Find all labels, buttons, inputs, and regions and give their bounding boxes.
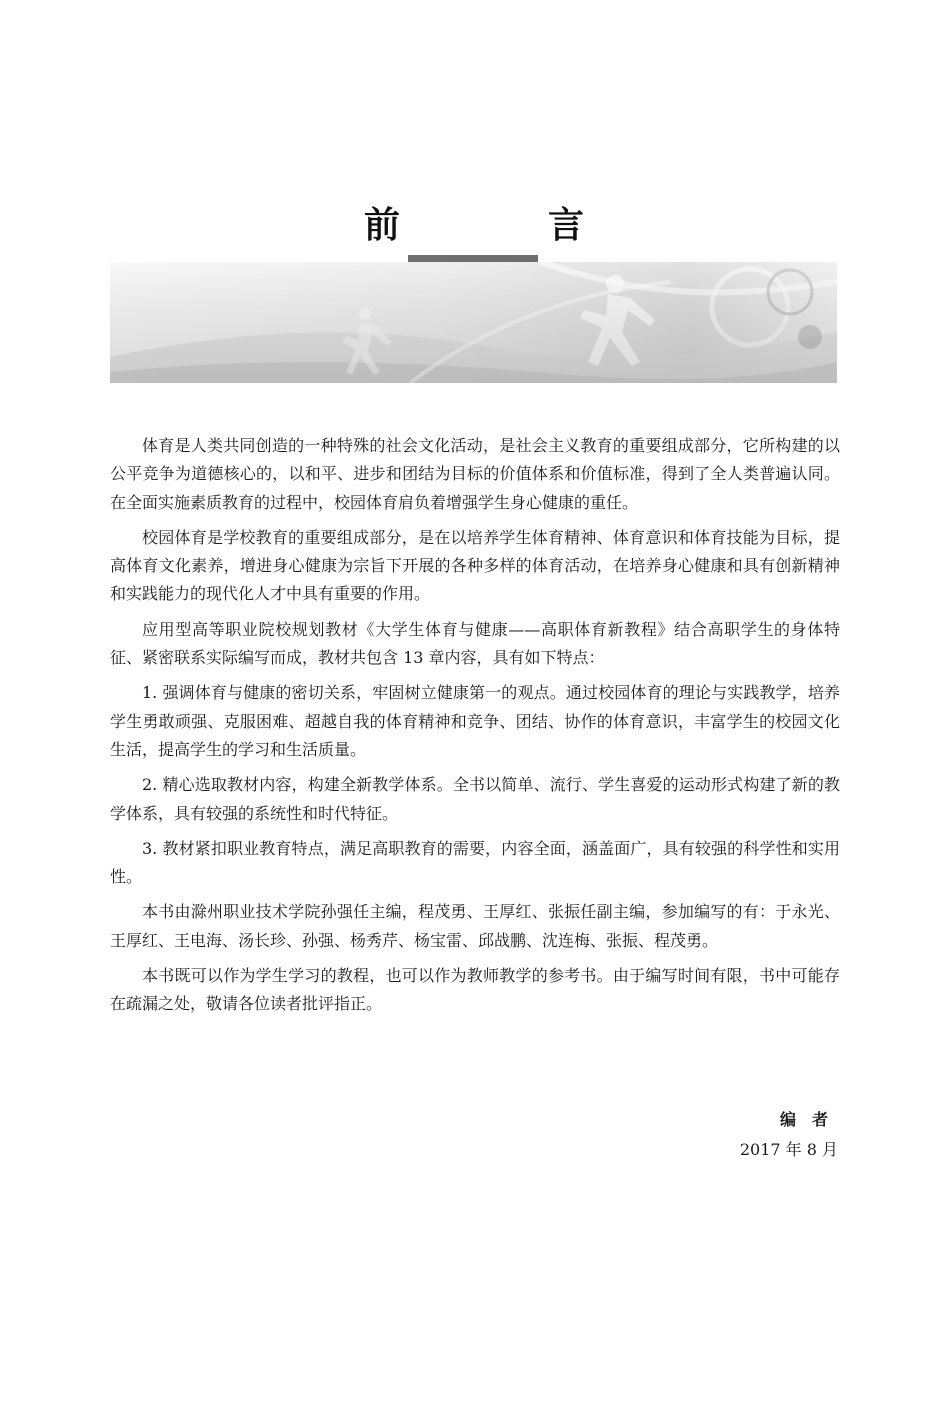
signature-block bbox=[739, 1105, 844, 1165]
paragraph: 本书由滁州职业技术学院孙强任主编，程茂勇、王厚红、张振任副主编，参加编写的有：于永光、王厚红、王电海、汤长珍、孙强、杨秀芹、杨宝雷、邱战鹏、沈连梅、张振、程茂勇。 bbox=[110, 902, 840, 950]
paragraph: 2. 精心选取教材内容，构建全新教学体系。全书以简单、流行、学生喜爱的运动形式构建了新的教学体系，具有较强的系统性和时代特征。 bbox=[110, 775, 840, 823]
decorative-banner bbox=[110, 262, 837, 383]
paragraph: 本书既可以作为学生学习的教程，也可以作为教师教学的参考书。由于编写时间有限，书中可能存在疏漏之处，敬请各位读者批评指正。 bbox=[110, 966, 840, 1014]
paragraph: 校园体育是学校教育的重要组成部分，是在以培养学生体育精神、体育意识和体育技能为目标，提高体育文化素养，增进身心健康为宗旨下开展的各种多样的体育活动，在培养身心健康和具有创新精神和实践能力的现代化人才中具有重要的作用。 bbox=[110, 527, 840, 604]
paragraph: 1. 强调体育与健康的密切关系，牢固树立健康第一的观点。通过校园体育的理论与实践教学，培养学生勇敢顽强、克服困难、超越自我的体育精神和竞争、团结、协作的体育意识，丰富学生的校园文化生活，提高学生的学习和生活质量。 bbox=[110, 683, 840, 759]
preface-body bbox=[110, 432, 840, 1026]
paragraph: 3. 教材紧扣职业教育特点，满足高职教育的需要，内容全面，涵盖面广，具有较强的科学性和实用性。 bbox=[110, 838, 840, 887]
page-title: 前 言 bbox=[363, 205, 640, 246]
author-label: 编者 bbox=[779, 1110, 844, 1129]
sports-banner-image bbox=[110, 262, 837, 383]
paragraph: 体育是人类共同创造的一种特殊的社会文化活动，是社会主义教育的重要组成部分，它所构建的以公平竞争为道德核心的，以和平、进步和团结为目标的价值体系和价值标准，得到了全人类普遍认同。在全面实施素质教育的过程中，校园体育肩负着增强学生身心健康的重任。 bbox=[110, 436, 840, 512]
date-label: 2017 年 8 月 bbox=[739, 1140, 838, 1159]
paragraph: 应用型高等职业院校规划教材《大学生体育与健康——高职体育新教程》结合高职学生的身体特征、紧密联系实际编写而成，教材共包含 13 章内容，具有如下特点： bbox=[110, 619, 840, 668]
